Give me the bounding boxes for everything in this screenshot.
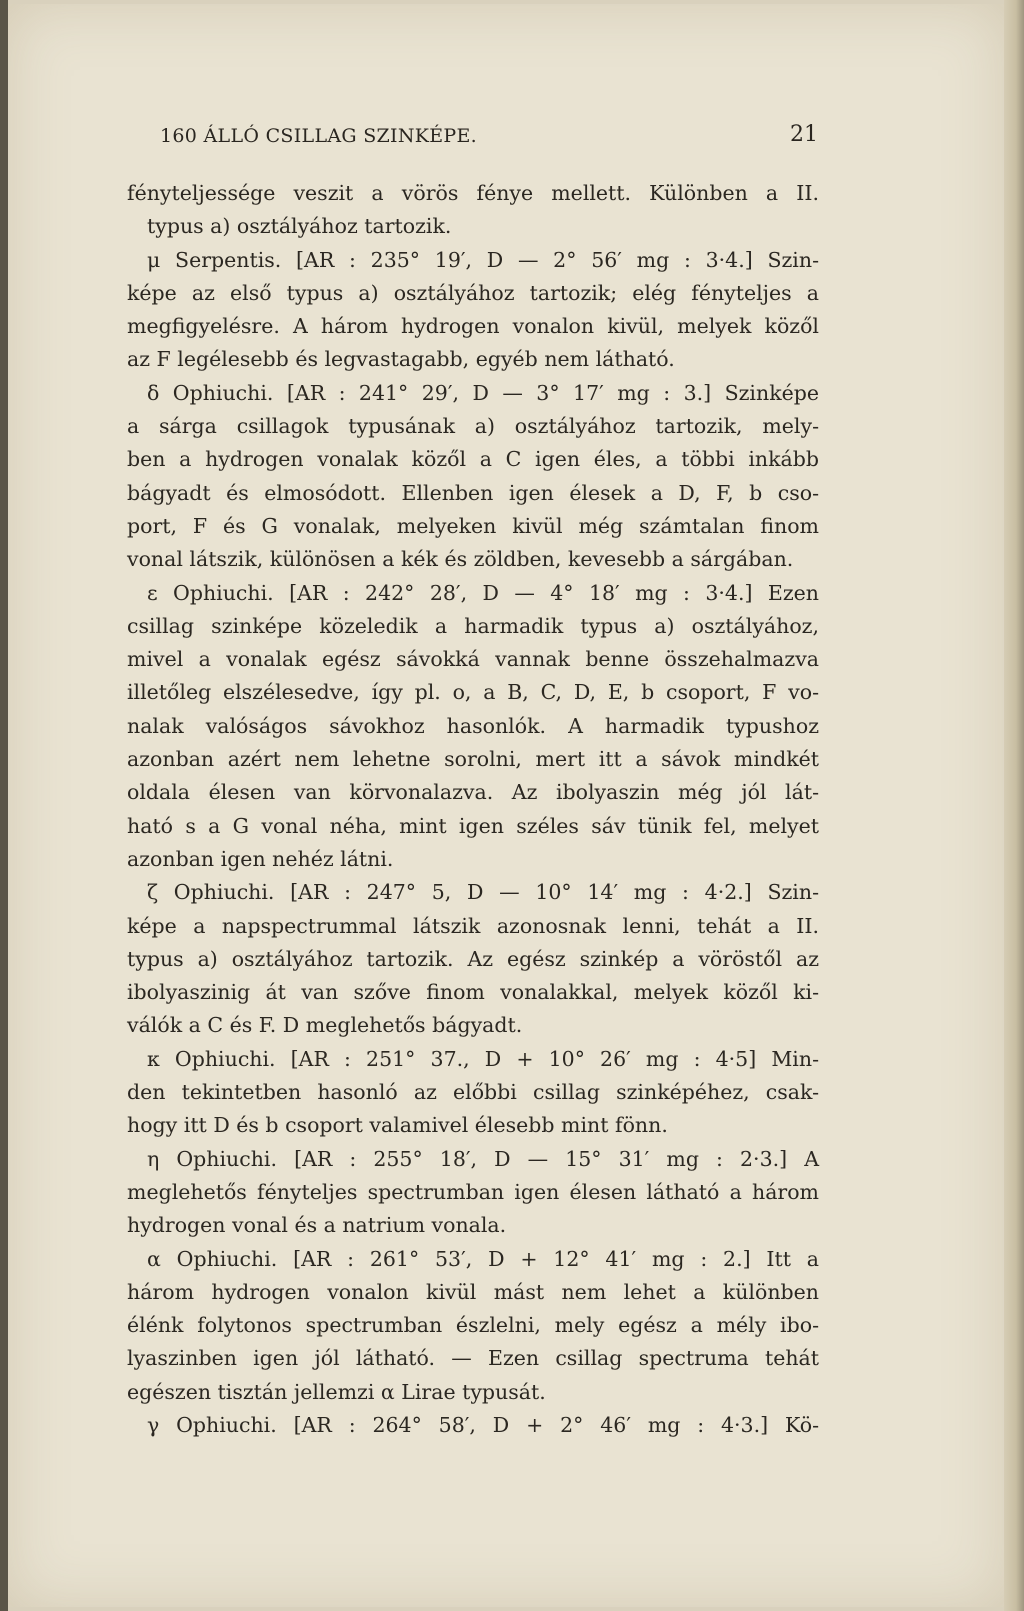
text-line: vonal látszik, különösen a kék és zöldben, kevesebb a sárgában. — [127, 547, 794, 572]
text-line: γ Ophiuchi. [AR : 264° 58′, D + 2° 46′ mg : 4·3.] Kö- — [147, 1412, 819, 1437]
text-line: μ Serpentis. [AR : 235° 19′, D — 2° 56′ mg : 3·4.] Szin- — [147, 247, 819, 272]
text-line: ε Ophiuchi. [AR : 242° 28′, D — 4° 18′ mg : 3·4.] Ezen — [147, 580, 819, 605]
text-line: az F legélesebb és legvastagabb, egyéb nem látható. — [127, 347, 675, 372]
page-header — [160, 122, 818, 155]
text-line: ibolyaszinig át van szőve finom vonalakkal, melyek közől ki- — [127, 980, 819, 1005]
text-line: hydrogen vonal és a natrium vonala. — [127, 1213, 507, 1238]
text-line: meglehetős fényteljes spectrumban igen élesen látható a három — [127, 1179, 819, 1204]
text-line: α Ophiuchi. [AR : 261° 53′, D + 12° 41′ mg : 2.] Itt a — [147, 1246, 819, 1271]
text-line: a sárga csillagok typusának a) osztályához tartozik, mely- — [127, 414, 819, 439]
text-line: typus a) osztályához tartozik. Az egész szinkép a vöröstől az — [127, 946, 819, 971]
text-line: élénk folytonos spectrumban észlelni, mely egész a mély ibo- — [127, 1313, 819, 1338]
text-line: ζ Ophiuchi. [AR : 247° 5, D — 10° 14′ mg : 4·2.] Szin- — [147, 880, 819, 905]
text-line: oldala élesen van körvonalazva. Az ibolyaszin még jól lát- — [127, 780, 819, 805]
text-line: ható s a G vonal néha, mint igen széles sáv tünik fel, melyet — [127, 813, 819, 838]
text-line: η Ophiuchi. [AR : 255° 18′, D — 15° 31′ mg : 2·3.] A — [147, 1146, 819, 1171]
text-line: κ Ophiuchi. [AR : 251° 37., D + 10° 26′ mg : 4·5] Min- — [147, 1046, 819, 1071]
text-line: bágyadt és elmosódott. Ellenben igen élesek a D, F, b cso- — [127, 480, 819, 505]
text-line: képe a napspectrummal látszik azonosnak lenni, tehát a II. — [127, 913, 819, 938]
scan-left-edge — [0, 0, 8, 1611]
text-line: egészen tisztán jellemzi α Lirae typusát. — [127, 1379, 546, 1404]
text-line: válók a C és F. D meglehetős bágyadt. — [127, 1013, 523, 1038]
text-line: fényteljessége veszit a vörös fénye mellett. Különben a II. — [127, 181, 819, 205]
body-text — [127, 177, 819, 1442]
text-line: azonban igen nehéz látni. — [127, 846, 394, 871]
text-line: nalak valóságos sávokhoz hasonlók. A harmadik typushoz — [127, 713, 819, 738]
scan-right-edge — [1004, 0, 1024, 1611]
text-line: megfigyelésre. A három hydrogen vonalon kivül, melyek közől — [127, 314, 819, 339]
text-line: den tekintetben hasonló az előbbi csillag szinképéhez, csak- — [127, 1080, 819, 1105]
text-line: csillag szinképe közeledik a harmadik typus a) osztályához, — [127, 613, 819, 638]
text-line: typus a) osztályához tartozik. — [147, 214, 452, 239]
text-line: δ Ophiuchi. [AR : 241° 29′, D — 3° 17′ mg : 3.] Szinképe — [147, 380, 819, 405]
page-number: 21 — [790, 122, 818, 147]
text-line: illetőleg elszélesedve, így pl. o, a B, C, D, E, b csoport, F vo- — [127, 680, 819, 705]
text-line: port, F és G vonalak, melyeken kivül még számtalan finom — [127, 513, 819, 538]
text-line: ben a hydrogen vonalak közől a C igen éles, a többi inkább — [127, 447, 819, 472]
text-line: hogy itt D és b csoport valamivel élesebb mint fönn. — [127, 1113, 668, 1138]
text-line: képe az első typus a) osztályához tartozik; elég fényteljes a — [127, 280, 819, 305]
text-line: három hydrogen vonalon kivül mást nem lehet a különben — [127, 1279, 819, 1304]
running-head: 160 ÁLLÓ CSILLAG SZINKÉPE. — [160, 125, 478, 147]
text-line: azonban azért nem lehetne sorolni, mert itt a sávok mindkét — [127, 747, 819, 772]
text-line: lyaszinben igen jól látható. — Ezen csillag spectruma tehát — [127, 1346, 819, 1371]
text-line: mivel a vonalak egész sávokká vannak benne összehalmazva — [127, 647, 819, 672]
